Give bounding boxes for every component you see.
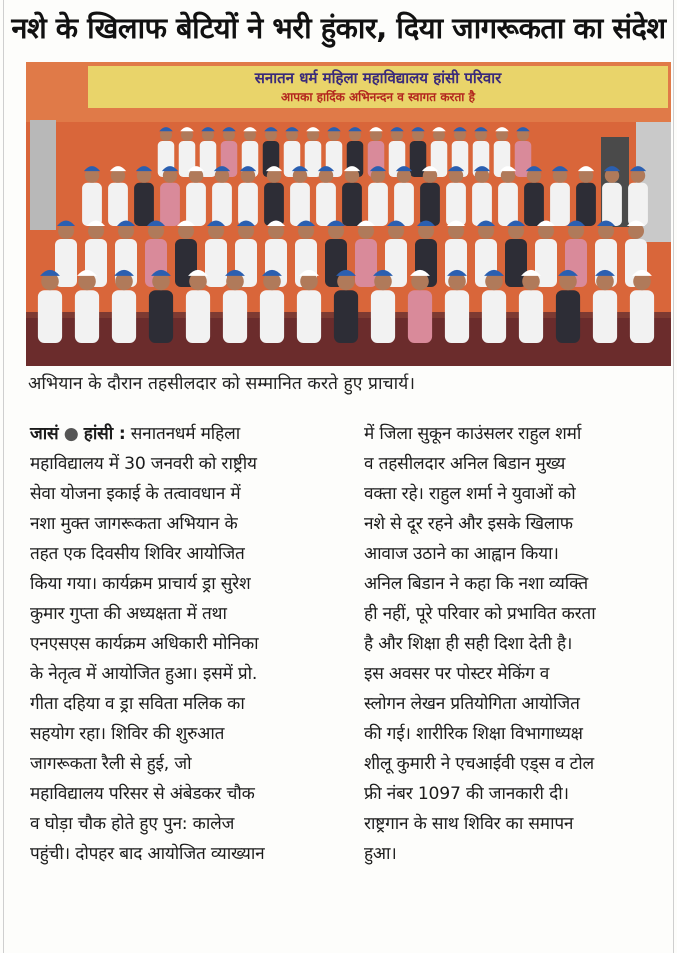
body-line: हुआ। (364, 844, 397, 864)
body-line: आवाज उठाने का आह्वान किया। (364, 544, 559, 564)
body-line: सनातनधर्म महिला (125, 424, 240, 444)
body-line: राष्ट्रगान के साथ शिविर का समापन (364, 814, 574, 834)
person-body (368, 183, 388, 226)
person-body (305, 141, 322, 177)
person-body (630, 290, 654, 343)
body-line: के नेतृत्व में आयोजित हुआ। इसमें प्रो. (30, 664, 258, 684)
group-photo-illustration (26, 62, 671, 366)
person-body (342, 183, 362, 226)
body-line: महाविद्यालय में 30 जनवरी को राष्ट्रीय (30, 454, 257, 474)
person-body (446, 183, 466, 226)
body-line: नशे से दूर रहने और इसके खिलाफ (364, 514, 573, 534)
person-body (420, 183, 440, 226)
person-body (371, 290, 395, 343)
body-line: महाविद्यालय परिसर से अंबेडकर चौक (30, 784, 255, 804)
person-body (410, 141, 427, 177)
person-body (149, 290, 173, 343)
person-body (316, 183, 336, 226)
person-body (134, 183, 154, 226)
body-line: सेवा योजना इकाई के तत्वावधान में (30, 484, 241, 504)
body-line: इस अवसर पर पोस्टर मेकिंग व (364, 664, 550, 684)
news-photo (26, 62, 671, 366)
body-line: व तहसीलदार अनिल बिडान मुख्य (364, 454, 566, 474)
body-line: एनएसएस कार्यक्रम अधिकारी मोनिका (30, 634, 259, 654)
photo-caption: अभियान के दौरान तहसीलदार को सम्मानित करते हुए प्राचार्य। (28, 374, 415, 394)
window-left (30, 120, 56, 230)
body-line: पहुंची। दोपहर बाद आयोजित व्याख्यान (30, 844, 265, 864)
body-line: व घोड़ा चौक होते हुए पुन: कालेज (30, 814, 235, 834)
person-body (38, 290, 62, 343)
person-body (602, 183, 622, 226)
byline-agency: जासं (30, 424, 59, 444)
body-line: की गई। शारीरिक शिक्षा विभागाध्यक्ष (364, 724, 583, 744)
body-line: ही नहीं, पूरे परिवार को प्रभावित करता (364, 604, 596, 624)
body-line: शीलू कुमारी ने एचआईवी एड्स व टोल (364, 754, 594, 774)
person-body (297, 290, 321, 343)
body-line: नशा मुक्त जागरूकता अभियान के (30, 514, 238, 534)
person-body (576, 183, 596, 226)
banner-line1: सनातन धर्म महिला महाविद्यालय हांसी परिवार (254, 69, 502, 87)
person-body (334, 290, 358, 343)
body-line: है और शिक्षा ही सही दिशा देती है। (364, 634, 573, 654)
banner-line2: आपका हार्दिक अभिनन्दन व स्वागत करता है (281, 90, 475, 104)
person-body (264, 183, 284, 226)
person-body (75, 290, 99, 343)
person-body (160, 183, 180, 226)
person-body (186, 290, 210, 343)
body-line: फ्री नंबर 1097 की जानकारी दी। (364, 784, 569, 804)
person-body (445, 290, 469, 343)
body-line: में जिला सुकून काउंसलर राहुल शर्मा (364, 424, 582, 444)
body-line: कुमार गुप्ता की अध्यक्षता में तथा (30, 604, 227, 624)
person-body (628, 183, 648, 226)
person-body (186, 183, 206, 226)
headline: नशे के खिलाफ बेटियों ने भरी हुंकार, दिया जागरूकता का संदेश (11, 11, 666, 45)
person-body (472, 183, 492, 226)
body-line: तहत एक दिवसीय शिविर आयोजित (30, 544, 245, 564)
person-body (550, 183, 570, 226)
person-body (482, 290, 506, 343)
article-column-left (30, 419, 338, 869)
person-body (593, 290, 617, 343)
person-body (290, 183, 310, 226)
bullet-icon: ● (63, 424, 79, 444)
article-column-right (364, 419, 664, 869)
body-line: किया गया। कार्यक्रम प्राचार्य ड्रा सुरेश (30, 574, 251, 594)
person-body (112, 290, 136, 343)
body-line: जागरूकता रैली से हुई, जो (30, 754, 192, 774)
person-body (260, 290, 284, 343)
person-body (200, 141, 217, 177)
body-line: अनिल बिडान ने कहा कि नशा व्यक्ति (364, 574, 588, 594)
body-line: गीता दहिया व ड्रा सविता मलिक का (30, 694, 245, 714)
person-body (238, 183, 258, 226)
body-line: सहयोग रहा। शिविर की शुरुआत (30, 724, 225, 744)
person-body (223, 290, 247, 343)
person-body (394, 183, 414, 226)
body-line: स्लोगन लेखन प्रतियोगिता आयोजित (364, 694, 580, 714)
person-body (108, 183, 128, 226)
person-body (524, 183, 544, 226)
person-body (205, 239, 227, 287)
person-body (498, 183, 518, 226)
person-body (355, 239, 377, 287)
first-line (30, 419, 338, 449)
person-body (408, 290, 432, 343)
person-body (519, 290, 543, 343)
body-line: वक्ता रहे। राहुल शर्मा ने युवाओं को (364, 484, 576, 504)
person-body (212, 183, 232, 226)
person-body (556, 290, 580, 343)
person-body (82, 183, 102, 226)
byline-place: हांसी : (83, 424, 126, 444)
